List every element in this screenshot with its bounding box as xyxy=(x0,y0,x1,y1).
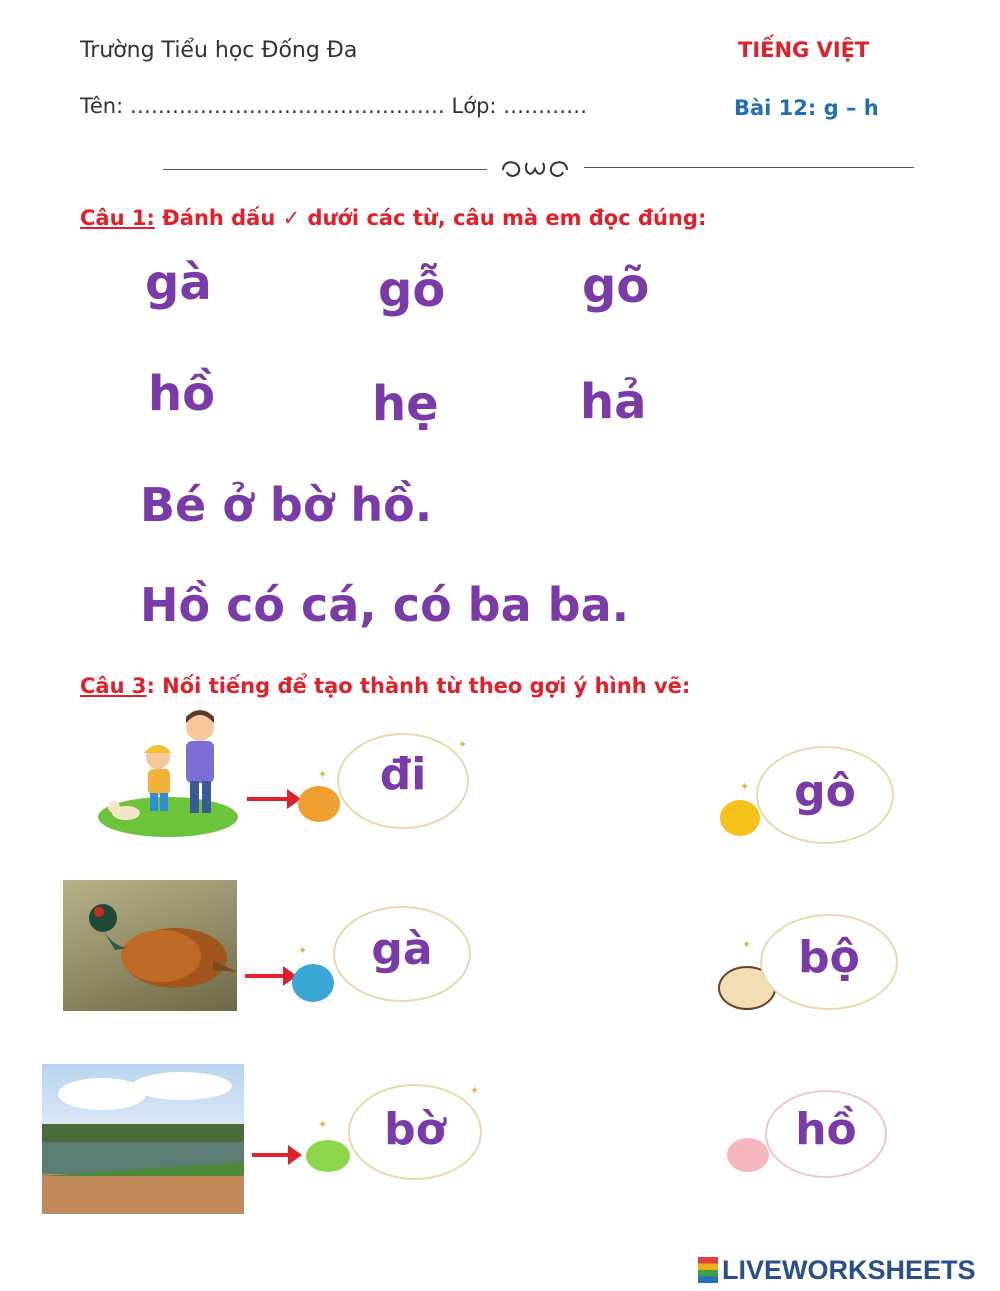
frog-face-icon xyxy=(306,1140,350,1172)
arrow-3 xyxy=(252,1153,292,1157)
bubble-bo[interactable] xyxy=(760,914,898,1010)
question3-heading xyxy=(80,674,690,698)
bubble-go-text: gô xyxy=(794,766,856,817)
liveworksheets-logo xyxy=(698,1256,976,1284)
word-ho[interactable]: hồ xyxy=(148,366,216,422)
sparkle-icon: ✦ xyxy=(318,768,328,781)
word-go-tilde[interactable]: gỗ xyxy=(378,262,446,318)
sparkle-icon: ✦ xyxy=(458,738,468,751)
word-he[interactable]: hẹ xyxy=(372,376,439,432)
sentence-2[interactable]: Hồ có cá, có ba ba. xyxy=(140,578,630,632)
liveworksheets-brand: LIVEWORKSHEETS xyxy=(722,1254,976,1285)
chick-face-icon xyxy=(720,800,760,836)
bear-face-icon xyxy=(298,786,340,822)
bubble-bo-bank[interactable] xyxy=(348,1084,482,1180)
ornament-icon xyxy=(495,155,575,185)
pig-face-icon xyxy=(727,1138,769,1172)
bubble-bo-text: bộ xyxy=(798,932,860,983)
bubble-ga-text: gà xyxy=(371,924,433,975)
bubble-ga[interactable] xyxy=(333,906,471,1002)
bubble-di[interactable] xyxy=(337,733,469,829)
question3-label: Câu 3 xyxy=(80,674,147,698)
school-name: Trường Tiểu học Đống Đa xyxy=(80,38,358,63)
word-ga[interactable]: gà xyxy=(145,255,212,311)
bubble-ho-text: hồ xyxy=(795,1104,857,1155)
name-class-line: Tên: ……………………………………… Lớp: ………… xyxy=(80,94,588,118)
arrow-1 xyxy=(247,797,291,801)
sparkle-icon: ✦ xyxy=(470,1084,480,1097)
bubble-di-text: đi xyxy=(379,749,427,800)
arrow-2 xyxy=(245,974,287,978)
sparkle-icon: ✦ xyxy=(742,938,752,951)
divider-left xyxy=(163,169,487,170)
word-go[interactable]: gõ xyxy=(582,258,650,314)
question1-instruction: Đánh dấu ✓ dưới các từ, câu mà em đọc đúng: xyxy=(162,206,707,230)
question1-heading xyxy=(80,206,706,230)
word-ha[interactable]: hả xyxy=(580,374,647,430)
question1-label: Câu 1: xyxy=(80,206,155,230)
pheasant-photo xyxy=(63,880,237,1011)
bubble-go[interactable] xyxy=(756,746,894,844)
divider-right xyxy=(584,167,914,168)
sparkle-icon: ✦ xyxy=(740,780,750,793)
lesson-title: Bài 12: g – h xyxy=(734,96,879,120)
kids-walking-image xyxy=(98,705,240,840)
liveworksheets-badge-icon xyxy=(698,1257,718,1283)
bubble-bo-bank-text: bờ xyxy=(384,1104,446,1155)
lake-photo xyxy=(42,1064,244,1214)
penguin-face-icon xyxy=(292,964,334,1002)
subject-title: TIẾNG VIỆT xyxy=(738,38,870,62)
question3-instruction: : Nối tiếng để tạo thành từ theo gợi ý hình vẽ: xyxy=(146,674,691,698)
sentence-1[interactable]: Bé ở bờ hồ. xyxy=(140,478,433,532)
bubble-ho[interactable] xyxy=(765,1090,887,1178)
sparkle-icon: ✦ xyxy=(318,1118,328,1131)
sparkle-icon: ✦ xyxy=(298,944,308,957)
